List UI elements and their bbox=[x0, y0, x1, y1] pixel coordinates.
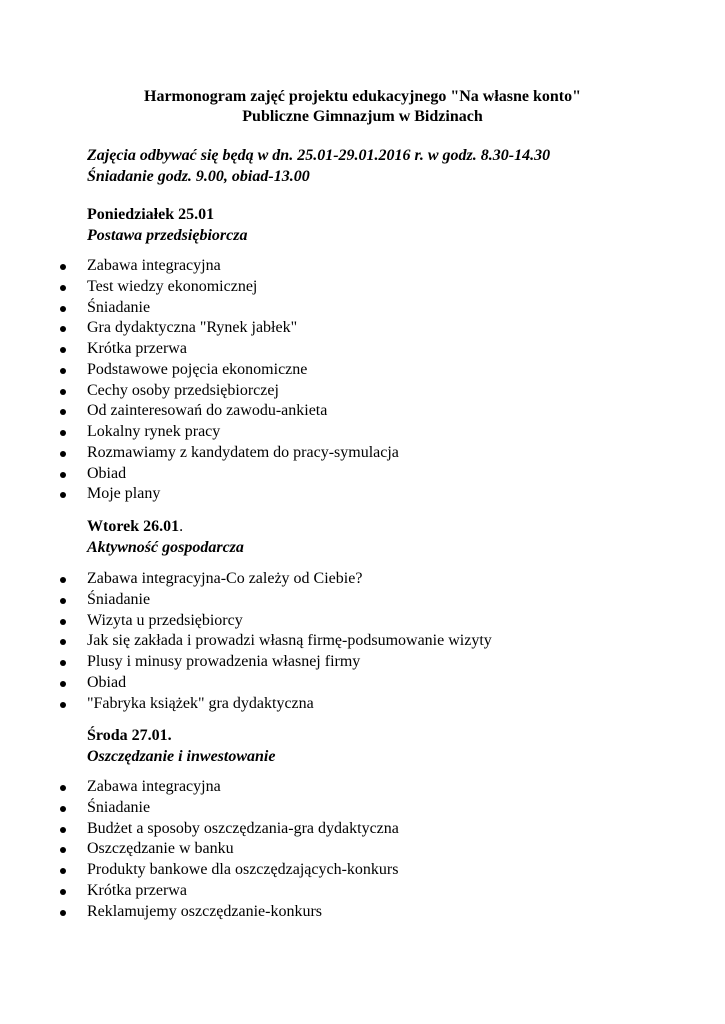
activity-text: Zabawa integracyjna-Co zależy od Ciebie? bbox=[87, 570, 363, 587]
bullet-icon bbox=[60, 702, 66, 708]
bullet-icon bbox=[60, 326, 66, 332]
bullet-icon bbox=[60, 681, 66, 687]
activity-text: "Fabryka książek" gra dydaktyczna bbox=[87, 694, 314, 712]
activity-item bbox=[0, 673, 725, 694]
bullet-icon bbox=[60, 368, 66, 374]
activity-text: Reklamujemy oszczędzanie-konkurs bbox=[87, 902, 323, 920]
activity-text: Podstawowe pojęcia ekonomiczne bbox=[87, 360, 308, 378]
activity-item bbox=[0, 484, 725, 505]
day-section-monday bbox=[87, 204, 687, 246]
activity-text: Obiad bbox=[87, 673, 127, 691]
bullet-icon bbox=[60, 847, 66, 853]
activity-item bbox=[0, 631, 725, 652]
activity-text: Oszczędzanie w banku bbox=[87, 840, 234, 858]
activity-list-monday bbox=[0, 256, 725, 505]
activity-item bbox=[0, 360, 725, 381]
activity-item bbox=[0, 339, 725, 360]
bullet-icon bbox=[60, 451, 66, 457]
bullet-icon bbox=[60, 910, 66, 916]
day-section-tuesday bbox=[87, 516, 687, 558]
activity-text: Moje plany bbox=[87, 485, 161, 503]
activity-item bbox=[0, 860, 725, 881]
activity-text: Produkty bankowe dla oszczędzających-konkurs bbox=[87, 861, 399, 878]
activity-text: Rozmawiamy z kandydatem do pracy-symulacja bbox=[87, 443, 399, 461]
day-heading-trail: . bbox=[179, 518, 184, 535]
day-heading-text: Poniedziałek 25.01 bbox=[87, 206, 215, 223]
activity-item bbox=[0, 694, 725, 715]
activity-item bbox=[0, 798, 725, 819]
activity-item bbox=[0, 256, 725, 277]
activity-item bbox=[0, 777, 725, 798]
activity-item bbox=[0, 318, 725, 339]
activity-item bbox=[0, 839, 725, 860]
bullet-icon bbox=[60, 492, 66, 498]
day-heading-text: Wtorek 26.01 bbox=[87, 518, 180, 535]
activity-item bbox=[0, 590, 725, 611]
activity-list-wednesday bbox=[0, 777, 725, 922]
bullet-icon bbox=[60, 347, 66, 353]
activity-item bbox=[0, 401, 725, 422]
bullet-icon bbox=[60, 306, 66, 312]
activity-item bbox=[0, 277, 725, 298]
activity-item bbox=[0, 298, 725, 319]
day-section-wednesday bbox=[87, 725, 687, 767]
activity-item bbox=[0, 881, 725, 902]
activity-text: Jak się zakłada i prowadzi własną firmę-podsumowanie wizyty bbox=[87, 632, 492, 650]
activity-item bbox=[0, 611, 725, 632]
activity-text: Śniadanie bbox=[87, 298, 151, 316]
bullet-icon bbox=[60, 660, 66, 666]
bullet-icon bbox=[60, 285, 66, 291]
document-title: Harmonogram zajęć projektu edukacyjnego "Na własne konto" bbox=[144, 88, 581, 105]
activity-item bbox=[0, 652, 725, 673]
activity-text: Wizyta u przedsiębiorcy bbox=[87, 611, 243, 629]
activity-list-tuesday bbox=[0, 569, 725, 714]
activity-text: Krótka przerwa bbox=[87, 881, 187, 899]
bullet-icon bbox=[60, 827, 66, 833]
activity-text: Śniadanie bbox=[87, 590, 151, 608]
activity-item bbox=[0, 381, 725, 402]
bullet-icon bbox=[60, 598, 66, 604]
activity-text: Zabawa integracyjna bbox=[87, 778, 221, 795]
activity-item bbox=[0, 819, 725, 840]
activity-item bbox=[0, 902, 725, 923]
activity-text: Od zainteresowań do zawodu-ankieta bbox=[87, 402, 328, 420]
bullet-icon bbox=[60, 639, 66, 645]
bullet-icon bbox=[60, 868, 66, 874]
activity-text: Cechy osoby przedsiębiorczej bbox=[87, 381, 279, 399]
day-heading bbox=[87, 516, 687, 537]
activity-text: Test wiedzy ekonomicznej bbox=[87, 277, 258, 295]
day-theme: Postawa przedsiębiorcza bbox=[87, 227, 248, 244]
activity-text: Budżet a sposoby oszczędzania-gra dydaktyczna bbox=[87, 819, 399, 837]
day-theme: Oszczędzanie i inwestowanie bbox=[87, 748, 276, 765]
activity-text: Śniadanie bbox=[87, 798, 151, 816]
bullet-icon bbox=[60, 806, 66, 812]
bullet-icon bbox=[60, 889, 66, 895]
activity-text: Plusy i minusy prowadzenia własnej firmy bbox=[87, 653, 361, 670]
bullet-icon bbox=[60, 264, 66, 270]
bullet-icon bbox=[60, 389, 66, 395]
activity-text: Obiad bbox=[87, 464, 127, 482]
school-name: Publiczne Gimnazjum w Bidzinach bbox=[242, 108, 483, 125]
bullet-icon bbox=[60, 430, 66, 436]
activity-text: Gra dydaktyczna "Rynek jabłek" bbox=[87, 319, 298, 337]
day-heading bbox=[87, 204, 687, 225]
bullet-icon bbox=[60, 472, 66, 478]
day-heading bbox=[87, 725, 687, 746]
bullet-icon bbox=[60, 577, 66, 583]
day-heading-text: Środa 27.01. bbox=[87, 727, 172, 744]
activity-item bbox=[0, 569, 725, 590]
activity-text: Zabawa integracyjna bbox=[87, 257, 221, 274]
bullet-icon bbox=[60, 619, 66, 625]
activity-item bbox=[0, 443, 725, 464]
activity-item bbox=[0, 422, 725, 443]
bullet-icon bbox=[60, 409, 66, 415]
meal-times: Śniadanie godz. 9.00, obiad-13.00 bbox=[87, 168, 310, 185]
bullet-icon bbox=[60, 785, 66, 791]
schedule-dates: Zajęcia odbywać się będą w dn. 25.01-29.01.2016 r. w godz. 8.30-14.30 bbox=[87, 147, 551, 164]
activity-text: Lokalny rynek pracy bbox=[87, 423, 221, 440]
day-theme: Aktywność gospodarcza bbox=[87, 539, 244, 556]
activity-text: Krótka przerwa bbox=[87, 340, 187, 357]
activity-item bbox=[0, 464, 725, 485]
